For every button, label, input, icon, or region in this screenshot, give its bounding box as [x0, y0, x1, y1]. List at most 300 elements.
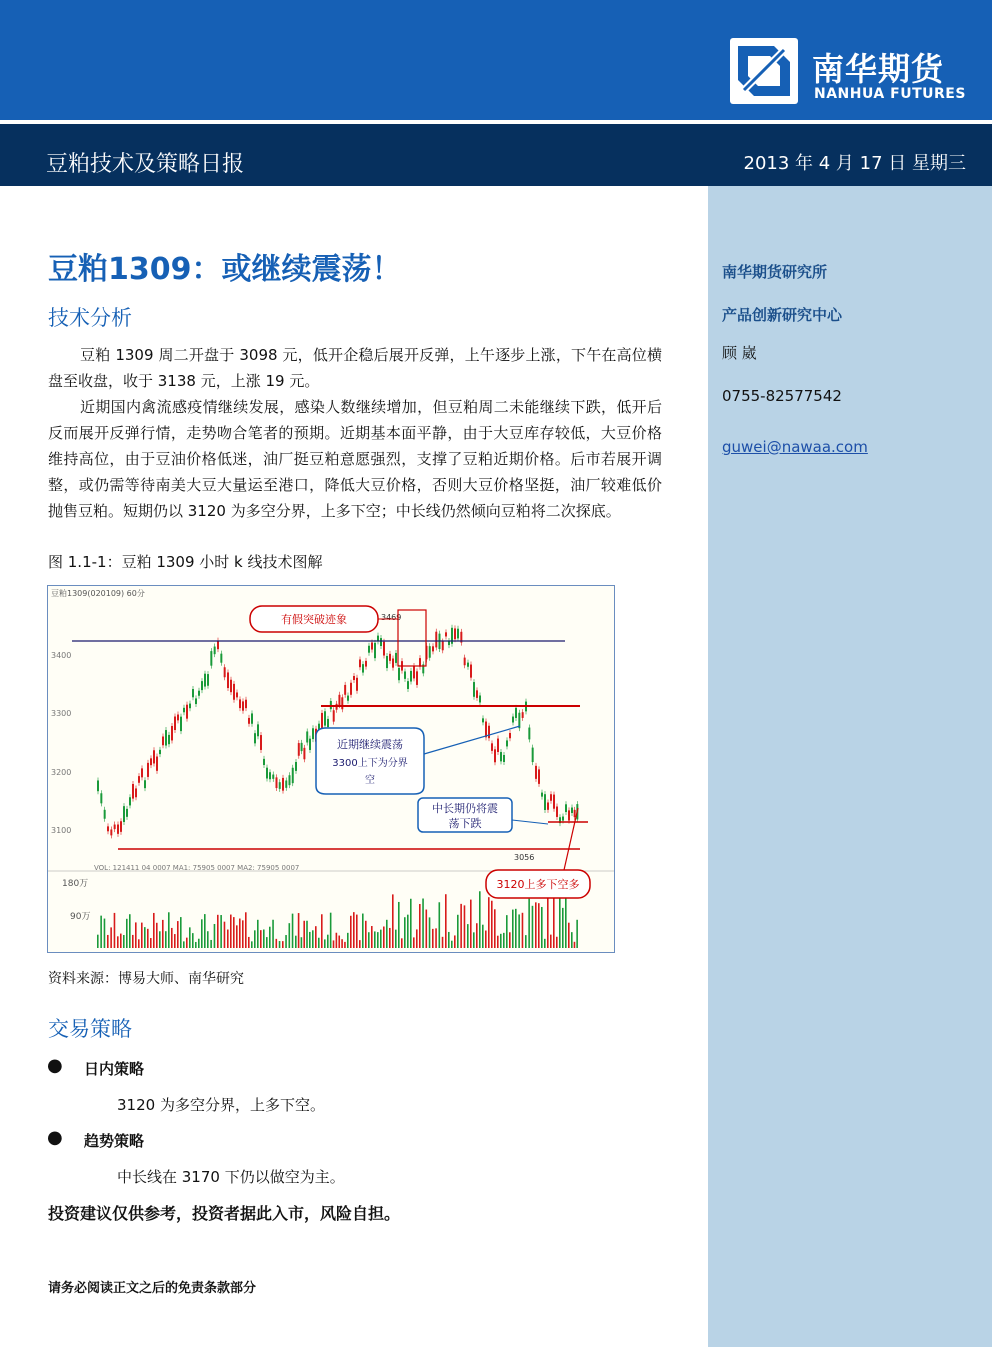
investment-disclaimer: 投资建议仅供参考，投资者据此入市，风险自担。: [48, 1204, 401, 1223]
volume-bar: [559, 897, 561, 948]
sidebar-email-link[interactable]: guwei@nawaa.com: [722, 438, 868, 456]
candle-body: [404, 671, 406, 678]
candle-body: [432, 646, 434, 651]
bullet-icon: ●: [47, 1055, 63, 1076]
vol-label-180: 180万: [62, 879, 89, 889]
volume-bar: [104, 919, 106, 948]
candle-body: [491, 743, 493, 751]
volume-bar: [538, 903, 540, 948]
volume-bar: [171, 928, 173, 948]
volume-bar: [429, 917, 431, 948]
candle-body: [295, 762, 297, 771]
volume-bar: [239, 919, 241, 948]
candle-body: [362, 664, 364, 672]
candle-body: [562, 817, 564, 821]
candle-body: [227, 672, 229, 688]
candle-body: [135, 788, 137, 797]
candle-body: [359, 659, 361, 667]
candle-body: [114, 825, 116, 830]
volume-bar: [416, 929, 418, 948]
candle-body: [217, 641, 219, 650]
candle-body: [365, 661, 367, 667]
candle-body: [110, 829, 112, 835]
volume-bar: [506, 915, 508, 948]
volume-bar: [389, 928, 391, 948]
volume-bar: [159, 931, 161, 948]
volume-bar: [553, 898, 555, 948]
volume-bar: [395, 930, 397, 948]
y-label-3400: 3400: [51, 651, 72, 660]
volume-bar: [207, 931, 209, 948]
volume-bar: [500, 934, 502, 948]
candle-body: [532, 748, 534, 762]
candle-body: [485, 722, 487, 738]
candle-body: [279, 782, 281, 789]
volume-bar: [568, 923, 570, 948]
candle-body: [195, 698, 197, 704]
volume-bar: [301, 937, 303, 948]
volume-bar: [242, 920, 244, 948]
volume-bar: [550, 935, 552, 948]
volume-bar: [419, 904, 421, 948]
kline-chart-svg: [48, 586, 614, 952]
volume-bar: [245, 912, 247, 948]
volume-bar: [97, 935, 99, 948]
candle-body: [156, 757, 158, 771]
volume-bar: [535, 902, 537, 948]
volume-bar: [220, 915, 222, 948]
candle-body: [442, 642, 444, 651]
volume-bar: [479, 891, 481, 948]
volume-bar: [117, 936, 119, 948]
candle-body: [341, 697, 343, 709]
candle-body: [512, 717, 514, 723]
volume-bar: [454, 935, 456, 948]
annotation-range-line3: 空: [365, 775, 375, 786]
volume-bar: [272, 920, 274, 948]
candle-body: [192, 689, 194, 697]
candle-body: [298, 743, 300, 756]
volume-bar: [413, 937, 415, 948]
volume-bar: [344, 942, 346, 948]
report-title: 豆粕技术及策略日报: [46, 152, 245, 177]
volume-bar: [353, 912, 355, 948]
candle-body: [350, 683, 352, 695]
annotation-long-term-line1: 中长期仍将震: [432, 802, 498, 815]
candle-body: [571, 808, 573, 813]
volume-bar: [126, 919, 128, 948]
volume-bar: [368, 932, 370, 948]
volume-bar: [227, 930, 229, 948]
candle-body: [107, 826, 109, 831]
volume-bar: [404, 917, 406, 948]
volume-bar: [150, 938, 152, 948]
candle-body: [251, 713, 253, 723]
candle-body: [380, 638, 382, 646]
section-strategy: 交易策略: [48, 1017, 132, 1041]
footer-note: 请务必阅读正文之后的免责条款部分: [48, 1281, 257, 1296]
candle-body: [535, 766, 537, 779]
candle-body: [410, 671, 412, 682]
volume-bar: [338, 936, 340, 948]
volume-bar: [138, 939, 140, 948]
volume-bar: [541, 907, 543, 948]
candle-body: [395, 653, 397, 663]
candle-body: [126, 809, 128, 817]
volume-bar: [289, 923, 291, 948]
volume-bar: [347, 933, 349, 948]
volume-bar: [383, 927, 385, 948]
candle-body: [276, 777, 278, 788]
candle-body: [120, 821, 122, 832]
nanhua-logo-icon: [730, 38, 798, 104]
candle-body: [207, 674, 209, 686]
candle-body: [210, 651, 212, 666]
sidebar-analyst: 顾 崴: [722, 344, 757, 362]
volume-bar: [276, 939, 278, 948]
candle-body: [189, 704, 191, 709]
volume-bar: [251, 941, 253, 948]
candle-body: [245, 700, 247, 708]
volume-bar: [120, 934, 122, 948]
candle-body: [347, 696, 349, 701]
volume-bar: [442, 937, 444, 948]
volume-bar: [224, 922, 226, 948]
report-date: 2013 年 4 月 17 日 星期三: [743, 153, 966, 174]
volume-bar: [457, 915, 459, 948]
candle-body: [476, 690, 478, 698]
price-high-label: 3469: [381, 613, 402, 622]
volume-bar: [312, 930, 314, 948]
candle-body: [470, 665, 472, 678]
candle-body: [574, 810, 576, 817]
volume-bar: [476, 923, 478, 948]
candle-body: [467, 663, 469, 667]
volume-bar: [407, 915, 409, 948]
volume-bar: [488, 897, 490, 948]
volume-bar: [165, 931, 167, 948]
candle-body: [374, 643, 376, 658]
candle-body: [445, 632, 447, 636]
volume-bar: [282, 941, 284, 948]
candle-body: [104, 810, 106, 819]
candle-body: [473, 682, 475, 697]
volume-info: VOL: 121411 04 0007 MA1: 75905 0007 MA2: 75905 0007: [94, 864, 300, 872]
candle-body: [180, 717, 182, 731]
price-low-label: 3056: [514, 853, 535, 862]
candle-body: [416, 671, 418, 685]
volume-bar: [422, 899, 424, 948]
volume-bar: [512, 910, 514, 948]
candle-body: [171, 726, 173, 740]
volume-bar: [123, 935, 125, 948]
vol-label-90: 90万: [70, 912, 91, 922]
volume-bar: [318, 938, 320, 948]
candle-body: [435, 632, 437, 648]
candle-body: [282, 778, 284, 791]
paragraph-1: 豆粕 1309 周二开盘于 3098 元，低开企稳后展开反弹，上午逐步上涨，下午在高位横盘至收盘，收于 3138 元，上涨 19 元。: [48, 346, 662, 390]
volume-bar: [494, 909, 496, 948]
candle-body: [129, 797, 131, 805]
volume-bar: [398, 902, 400, 948]
volume-bar: [315, 926, 317, 948]
volume-bar: [324, 939, 326, 948]
annotation-3120-text: 3120上多下空多: [496, 878, 580, 891]
candle-body: [333, 710, 335, 721]
volume-bar: [565, 892, 567, 948]
candle-body: [144, 780, 146, 788]
volume-bar: [110, 927, 112, 948]
volume-bar: [509, 932, 511, 948]
trend-strategy-text: 中长线在 3170 下仍以做空为主。: [117, 1168, 345, 1186]
volume-bar: [574, 942, 576, 948]
candle-body: [198, 691, 200, 696]
candle-body: [263, 759, 265, 765]
annotation-long-term-line2: 荡下跌: [448, 817, 482, 830]
volume-bar: [147, 929, 149, 948]
volume-bar: [525, 935, 527, 948]
volume-bar: [528, 899, 530, 948]
volume-bar: [306, 921, 308, 948]
brand-name-cn: 南华期货: [812, 50, 945, 88]
candle-body: [312, 728, 314, 739]
annotation-range-line1: 近期继续震荡: [337, 738, 403, 751]
candle-body: [186, 705, 188, 719]
volume-bar: [432, 929, 434, 948]
volume-bar: [260, 930, 262, 948]
candle-body: [494, 749, 496, 762]
candle-body: [522, 712, 524, 718]
volume-bar: [362, 914, 364, 948]
volume-bar: [295, 936, 297, 948]
volume-bar: [380, 930, 382, 948]
candle-body: [344, 685, 346, 695]
volume-bar: [470, 900, 472, 948]
volume-bar: [336, 933, 338, 948]
candle-body: [398, 668, 400, 680]
volume-bar: [285, 935, 287, 948]
candle-body: [353, 676, 355, 680]
candle-body: [386, 656, 388, 668]
volume-bar: [174, 934, 176, 948]
volume-bar: [473, 932, 475, 948]
candle-body: [285, 780, 287, 787]
volume-bar: [114, 913, 116, 948]
volume-bar: [333, 940, 335, 948]
y-label-3200: 3200: [51, 768, 72, 777]
volume-bar: [410, 899, 412, 948]
intraday-strategy-text: 3120 为多空分界，上多下空。: [117, 1096, 325, 1114]
candle-body: [292, 768, 294, 783]
candle-body: [553, 795, 555, 809]
volume-bar: [562, 908, 564, 948]
headline: 豆粕1309：或继续震荡！: [48, 252, 402, 287]
header-banner: [0, 0, 992, 120]
volume-bar: [248, 937, 250, 948]
volume-bar: [350, 916, 352, 948]
volume-bar: [330, 913, 332, 948]
candle-body: [162, 737, 164, 746]
candle-body: [183, 708, 185, 712]
volume-bar: [230, 915, 232, 948]
candle-body: [230, 680, 232, 692]
volume-bar: [371, 926, 373, 948]
candle-body: [301, 743, 303, 751]
volume-bar: [544, 939, 546, 948]
volume-bar: [214, 924, 216, 948]
volume-bar: [309, 932, 311, 948]
volume-bar: [135, 922, 137, 948]
figure-caption: 图 1.1-1：豆粕 1309 小时 k 线技术图解: [48, 553, 323, 571]
candle-body: [371, 642, 373, 649]
volume-bar: [153, 913, 155, 948]
volume-bar: [359, 940, 361, 948]
volume-bar: [503, 933, 505, 948]
candle-body: [168, 735, 170, 744]
candle-body: [503, 755, 505, 762]
volume-bar: [183, 941, 185, 948]
candle-body: [389, 654, 391, 661]
candle-body: [204, 674, 206, 687]
intraday-strategy-label: 日内策略: [84, 1060, 145, 1078]
volume-bar: [303, 921, 305, 948]
volume-bar: [236, 925, 238, 948]
volume-bar: [144, 927, 146, 948]
paragraph-2: 近期国内禽流感疫情继续发展，感染人数继续增加，但豆粕周二未能继续下跌，低开后反而展开反弹行情，走势吻合笔者的预期。近期基本面平静，由于大豆库存较低，大豆价格维持高位，由于豆油价格低迷，油厂挺豆粕意愿强烈，支撑了豆粕近期价格。后市若展开调整，或仍需等待南美大豆大量运至港口，降低大豆价格，否则大豆价格坚挺，油厂较难低价抛售豆粕。短期仍以 3120 为多空分界，上多下空；中长线仍然倾向豆粕将二次探底。: [48, 398, 662, 520]
candle-body: [429, 646, 431, 658]
volume-bar: [515, 909, 517, 948]
volume-bar: [576, 920, 578, 948]
candle-body: [260, 735, 262, 750]
candle-body: [100, 793, 102, 803]
volume-bar: [292, 914, 294, 948]
volume-bar: [233, 917, 235, 948]
volume-bar: [162, 920, 164, 948]
volume-bar: [254, 930, 256, 948]
candle-body: [368, 646, 370, 653]
candle-body: [242, 701, 244, 710]
candle-body: [568, 810, 570, 820]
volume-bar: [448, 932, 450, 948]
candle-body: [239, 699, 241, 708]
volume-bar: [204, 914, 206, 948]
volume-bar: [341, 939, 343, 948]
trend-strategy-label: 趋势策略: [84, 1132, 145, 1150]
y-label-3300: 3300: [51, 709, 72, 718]
volume-bar: [401, 938, 403, 948]
candle-body: [138, 776, 140, 783]
candle-body: [547, 802, 549, 809]
volume-bar: [518, 914, 520, 948]
volume-bar: [156, 923, 158, 948]
candle-body: [309, 739, 311, 750]
volume-bar: [365, 921, 367, 948]
volume-bar: [485, 931, 487, 948]
volume-bar: [269, 927, 271, 948]
candle-body: [201, 681, 203, 690]
volume-bar: [186, 938, 188, 948]
volume-bar: [198, 939, 200, 948]
candle-body: [254, 733, 256, 743]
volume-bar: [132, 935, 134, 948]
candle-body: [177, 715, 179, 721]
candle-body: [556, 807, 558, 817]
candle-body: [224, 667, 226, 677]
kline-chart-figure: [47, 585, 615, 953]
volume-bar: [107, 935, 109, 948]
candle-body: [174, 716, 176, 730]
candle-body: [132, 784, 134, 799]
candle-body: [150, 758, 152, 765]
sidebar-phone: 0755-82577542: [722, 387, 842, 405]
volume-bar: [467, 924, 469, 948]
candle-body: [97, 780, 99, 791]
candle-body: [266, 768, 268, 779]
chart-header: 豆粕1309(020109) 60分: [51, 589, 145, 598]
volume-bar: [100, 916, 102, 948]
candle-body: [147, 763, 149, 777]
candle-body: [272, 775, 274, 779]
volume-bar: [386, 920, 388, 948]
candle-body: [141, 768, 143, 777]
volume-bar: [497, 936, 499, 948]
sidebar-center: 产品创新研究中心: [722, 306, 843, 324]
candle-body: [479, 695, 481, 702]
candle-body: [153, 750, 155, 763]
candle-body: [220, 654, 222, 663]
candle-body: [497, 739, 499, 752]
volume-bar: [168, 912, 170, 948]
volume-bar: [217, 915, 219, 948]
chart-source: 资料来源：博易大师、南华研究: [48, 971, 244, 987]
candle-body: [538, 769, 540, 783]
annotation-range-line2: 3300上下为分界: [332, 758, 408, 769]
section-tech-analysis: 技术分析: [48, 306, 132, 330]
volume-bar: [189, 927, 191, 948]
candle-body: [565, 804, 567, 812]
volume-bar: [266, 937, 268, 948]
candle-body: [165, 730, 167, 745]
candle-body: [321, 713, 323, 728]
candle-body: [159, 750, 161, 754]
candle-body: [233, 684, 235, 700]
volume-bar: [356, 915, 358, 948]
candle-body: [488, 726, 490, 738]
volume-bar: [327, 935, 329, 948]
volume-bar: [464, 905, 466, 948]
volume-bar: [491, 901, 493, 948]
volume-bar: [451, 941, 453, 948]
volume-bar: [547, 891, 549, 948]
volume-bar: [435, 928, 437, 948]
brand-name-en: NANHUA FUTURES: [814, 86, 966, 102]
volume-bar: [460, 904, 462, 948]
candle-body: [269, 772, 271, 779]
candle-body: [257, 724, 259, 736]
volume-bar: [556, 937, 558, 948]
volume-bar: [210, 940, 212, 948]
volume-bar: [445, 894, 447, 948]
volume-bar: [129, 914, 131, 948]
sidebar-institute: 南华期货研究所: [722, 263, 828, 281]
candle-body: [407, 681, 409, 689]
volume-bar: [377, 932, 379, 948]
annotation-false-breakout-text: 有假突破迹象: [281, 613, 347, 626]
candle-body: [236, 692, 238, 697]
candle-body: [454, 628, 456, 639]
candle-body: [515, 708, 517, 718]
candle-body: [214, 647, 216, 655]
